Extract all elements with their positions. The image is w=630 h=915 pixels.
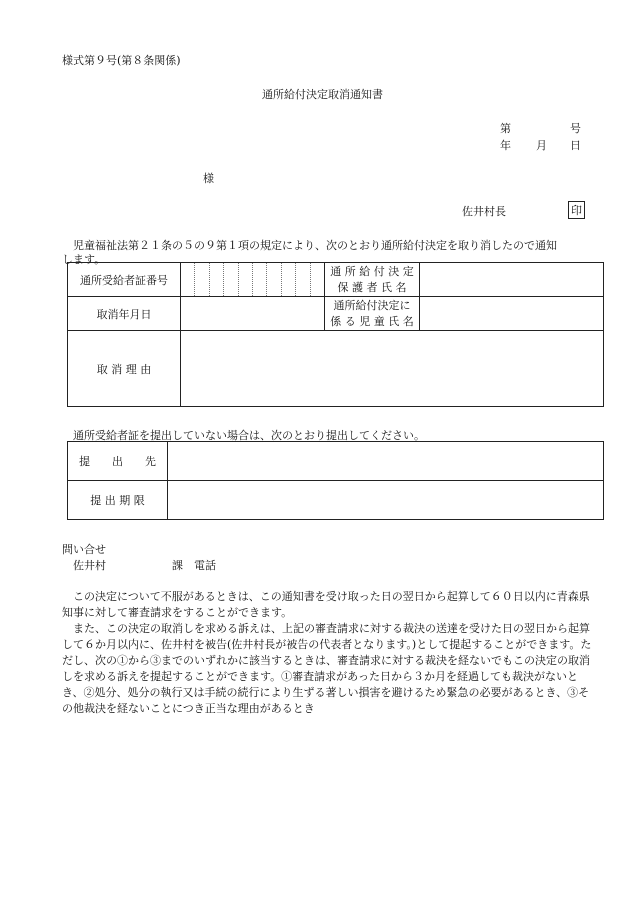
number-suffix: 号 — [570, 122, 581, 135]
guardian-name-field[interactable] — [420, 263, 604, 297]
reason-label-cell — [68, 331, 181, 407]
deadline-label-cell — [68, 481, 168, 520]
guardian-label-line2: 保 護 者 氏 名 — [337, 280, 407, 294]
number-prefix: 第 — [500, 122, 511, 135]
cert-number-label: 通所受給者証番号 — [80, 273, 168, 287]
child-label-line2: 係 る 児 童 氏 名 — [330, 314, 414, 328]
intro-text: 児童福祉法第２１条の５の９第１項の規定により、次のとおり通所給付決定を取り消したので通知 — [73, 239, 557, 252]
seal-mark: 印 — [568, 201, 585, 219]
cancel-date-label-cell — [68, 297, 181, 331]
reason-field[interactable] — [181, 331, 604, 407]
date-year: 年 — [500, 139, 511, 152]
date-month: 月 — [536, 139, 547, 152]
destination-label-cell — [68, 442, 168, 481]
cert-number-boxes[interactable] — [181, 263, 325, 297]
cancellation-table — [67, 262, 604, 407]
cert-number-label-cell — [68, 263, 181, 297]
document-title: 通所給付決定取消通知書 — [262, 88, 383, 101]
cancel-date-label: 取消年月日 — [96, 307, 152, 321]
appeal-notice — [62, 589, 597, 717]
addressee-suffix: 様 — [203, 172, 214, 185]
form-label: 様式第９号(第８条関係) — [62, 54, 181, 67]
deadline-label: 提 出 期 限 — [90, 494, 145, 507]
cancel-date-field[interactable] — [181, 297, 325, 331]
notice-paragraph-2: また、この決定の取消しを求める訴えは、上記の審査請求に対する裁決の送達を受けた日の翌日から起算して６か月以内に、佐井村を被告(佐井村長が被告の代表者となります。)として提起することができます。ただし、次の①から③までのいずれかに該当するときは、審査請求に対する裁決を経ないでもこの決定の取消しを求める訴えを提起することができます。①審査請求があった日から３か月を経過しても裁決がないとき、②処分、処分の執行又は手続の続行により生ずる著しい損害を避けるため緊急の必要があるとき、③その他裁決を経ないことにつき正当な理由があるとき — [62, 622, 592, 715]
child-label-line1: 通所給付決定に — [333, 298, 411, 312]
guardian-label-cell — [325, 263, 420, 297]
child-label-cell — [325, 297, 420, 331]
intro-text-continued: します。 — [62, 253, 106, 266]
destination-label: 提 出 先 — [79, 455, 156, 468]
date-day: 日 — [570, 139, 581, 152]
sender-name: 佐井村長 — [462, 205, 506, 218]
guardian-label-line1: 通 所 給 付 決 定 — [330, 264, 414, 278]
reason-label: 取 消 理 由 — [96, 362, 152, 376]
contact-line: 佐井村 課 電話 — [73, 559, 216, 572]
destination-field[interactable] — [168, 442, 604, 481]
contact-heading: 問い合せ — [62, 543, 106, 556]
notice-paragraph-1: この決定について不服があるときは、この通知書を受け取った日の翌日から起算して６０日以内に青森県知事に対して審査請求をすることができます。 — [62, 590, 590, 619]
submission-table — [67, 441, 604, 520]
child-name-field[interactable] — [420, 297, 604, 331]
submit-note: 通所受給者証を提出していない場合は、次のとおり提出してください。 — [73, 429, 425, 442]
deadline-field[interactable] — [168, 481, 604, 520]
